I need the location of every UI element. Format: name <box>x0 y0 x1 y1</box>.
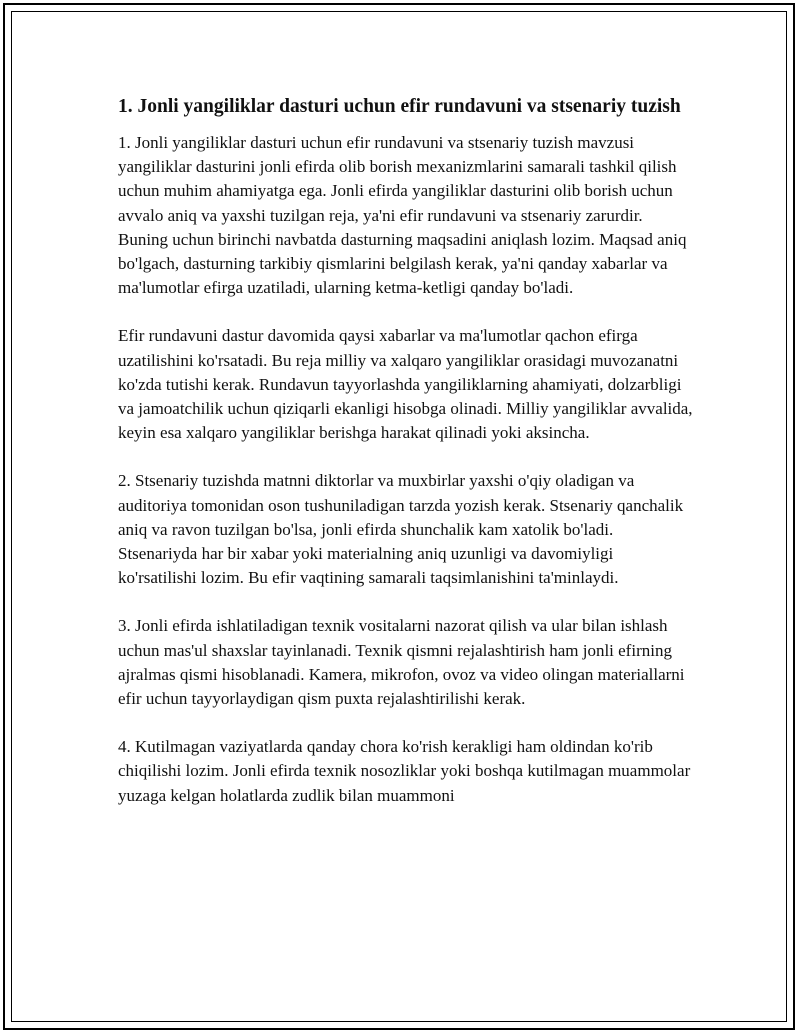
document-title: 1. Jonli yangiliklar dasturi uchun efir rundavuni va stsenariy tuzish <box>118 96 681 117</box>
paragraph-contingency: 4. Kutilmagan vaziyatlarda qanday chora ko'rish kerakligi ham oldindan ko'rib chiqilishi lozim. Jonli efirda texnik nosozliklar yoki boshqa kutilmagan muammolar yuzaga kelgan holatlarda zudlik bilan muammoni <box>118 737 691 805</box>
paragraph-intro: 1. Jonli yangiliklar dasturi uchun efir rundavuni va stsenariy tuzish mavzusi yangiliklar dasturini jonli efirda olib borish mexanizmlarini samarali tashkil qilish uchun muhim ahamiyatga ega. Jonli efirda yangiliklar dasturini olib borish uchun avvalo aniq va yaxshi tuzilgan reja, ya'ni efir rundavuni va stsenariy zarurdir. Buning uchun birinchi navbatda dasturning maqsadini aniqlash lozim. Maqsad aniq bo'lgach, dasturning tarkibiy qismlarini belgilash kerak, ya'ni qanday xabarlar va ma'lumotlar efirga uzatiladi, ularning ketma-ketligi qanday bo'ladi. <box>118 133 687 298</box>
paragraph-rundown: Efir rundavuni dastur davomida qaysi xabarlar va ma'lumotlar qachon efirga uzatilishini ko'rsatadi. Bu reja milliy va xalqaro yangiliklar orasidagi muvozanatni ko'zda tutishi kerak. Rundavun tayyorlashda yangiliklarning ahamiyati, dolzarbligi va jamoatchilik uchun qiziqarli ekanligi hisobga olinadi. Milliy yangiliklar avvalida, keyin esa xalqaro yangiliklar berishga harakat qilinadi yoki aksincha. <box>118 326 693 443</box>
document-body <box>118 93 696 832</box>
paragraph-technical: 3. Jonli efirda ishlatiladigan texnik vositalarni nazorat qilish va ular bilan ishlash uchun mas'ul shaxslar tayinlanadi. Texnik qismni rejalashtirish ham jonli efirning ajralmas qismi hisoblanadi. Kamera, mikrofon, ovoz va video olingan materiallarni efir uchun tayyorlaydigan qism puxta rejalashtirilishi kerak. <box>118 616 685 709</box>
paragraph-script: 2. Stsenariy tuzishda matnni diktorlar va muxbirlar yaxshi o'qiy oladigan va auditoriya tomonidan oson tushuniladigan tarzda yozish kerak. Stsenariy qanchalik aniq va ravon tuzilgan bo'lsa, jonli efirda shunchalik kam xatolik bo'ladi. Stsenariyda har bir xabar yoki materialning aniq uzunligi va davomiyligi ko'rsatilishi lozim. Bu efir vaqtining samarali taqsimlanishini ta'minlaydi. <box>118 471 684 588</box>
